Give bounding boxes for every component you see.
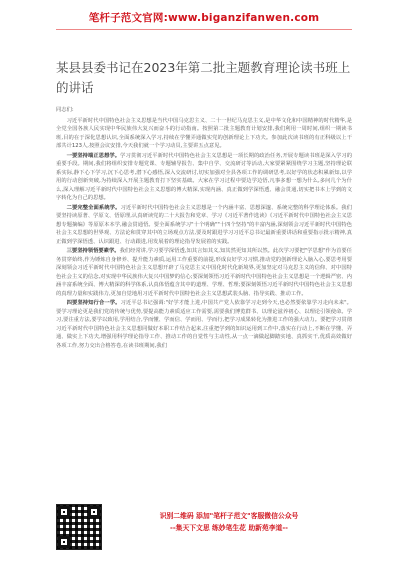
site-url: 笔杆子范文官网:www.biganzifanwen.com	[88, 12, 320, 24]
paragraph-1	[56, 152, 352, 203]
qr-finder-icon	[88, 506, 100, 518]
paragraph-lead: 二要完整全面系统学。	[66, 204, 121, 211]
site-header	[0, 4, 408, 32]
promo-line: --集天下文思 练妙笔生花 助新苑李道--	[170, 524, 288, 532]
greeting: 同志们:	[56, 107, 74, 113]
paragraph-lead: 三要坚持领悟要素学。	[66, 248, 120, 254]
document-title: 某县县委书记在2023年第二批主题教育理论读书班上的讲话	[56, 60, 351, 95]
qr-code-icon[interactable]	[56, 504, 102, 550]
paragraph-text: 我们经常讲,学习要学深悟透,知其言知其义,知其然更知其所以然。此次学习要把"学思想"作为首要任务贯穿始终,作为锤炼自身修养、提升能力素质,运用工作重要的前提,形成良好学习习惯,推动党的创新理论入脑入心,要思考用要深刻领会习近平新时代中国特色社会主义思想开辟了马克思主义中国化时代化新境界,更加坚定对马克思主义的信仰、对中国特色社会主义的信念,对实现中华民族伟大复兴中国梦的信心;要深刻领悟习近平新时代中国特色社会主义思想是一个逻辑严密、内涵丰富系统全面、博大精深的科学体系,认真体悟蕴含其中的道理、学理、哲理;要深刻领悟习近平新时代中国特色社会主义思想的真理力量和实践伟力,更加自觉地用习近平新时代中国特色社会主义思想武装头脑、指导实践、推动工作。	[56, 248, 352, 297]
footer	[56, 504, 352, 564]
paragraph-lead: 四要坚持知行合一学。	[66, 300, 121, 306]
header-divider	[56, 29, 352, 30]
paragraph-intro	[56, 117, 352, 151]
paragraph-text: 学习贯彻习近平新时代中国特色社会主义思想是一项长期的政治任务,开展专题读书班是深入学习的重要手段。期间,我们将组织安排专题党课、专题辅导报告、集中自学、交流研讨等活动,大家要紧紧围绕学习主题,坚持理论联系实际,静下心下学习,沉下心思考,潜下心感悟,深入交流研讨,切实加强对全县各项工作的调研思考,以好学的状态积累新知,以学用的行动创新突破,为持续深入开展主题教育打下坚实基础。大家在学习过程中要边学边悟,凡事多想一想为什么,多问几个为什么,深入理解习近平新时代中国特色社会主义思想的博大精深,实现内涵、真正做到学深悟透、融会贯通,切实把书本上学到的文字转化为自己的思想。	[56, 152, 352, 201]
qr-finder-icon	[58, 506, 70, 518]
promo-text	[114, 510, 344, 534]
paragraph-lead: 一要坚持端正思想学。	[66, 152, 121, 159]
paragraph-text: 习近平总书记强调:"好学才能上进,中国共产党人依靠学习走到今天,也必然要依靠学习走向未来"。要学习理论更是我们党的传统与优势,要提高能力素质适应工作需要,需要我们博览群书、以理论滋养初心、以理论引领使命。学习,要注重方法,要学以致用,学用结合,学而懂、学而信、学而用、学而行,把学习成果转化为推进工作的强大动力。要把学习贯彻习近平新时代中国特色社会主义思想同做好本职工作结合起来,注重把学到的知识运用到工作中,落实在行动上,不断在学懂、弄通、做实上下功夫,增强用科学理论指导工作、推动工作的自觉性与主动性,从一点一滴做起脚踏实地、真抓实干,优质高效做好各项工作,努力交出合格答卷,在读书班期间,我们	[56, 300, 352, 349]
paragraph-3	[56, 247, 352, 298]
promo-line: 识别二维码 添加"笔杆子范文"客服微信公众号	[159, 512, 299, 520]
paragraph-4	[56, 299, 352, 350]
paragraph-text: 习近平新时代中国特色社会主义思想是当代中国马克思主义、二十一世纪马克思主义,是中华文化和中国精神的时代精华,是全党全国各族人民实现中华民族伟大复兴而奋斗的行动指南。按照第二批主题教育计划安排,我们利用一周时间,组织一期读书班,目的在于深化思想认识,全面系统深入学习,持续在学懂弄通做实党的创新理论上下功夫。参加此次读书班的有正科级以上干部共计123人,按照会议安排,今天我们就一个学习动员,主要讲五点意见。	[56, 117, 352, 149]
paragraph-text: 习近平新时代中国特色社会主义思想是一个内涵丰富、思想深邃、系统完整的科学理论体系。我们要坚持读原著、学原文、悟原理,认真研读党的二十大报告和党章、学习《习近平著作选读》《习近平新时代中国特色社会主义思想专题摘编》等原原本本学,融会贯通悟。要全面系统学习"十个明确""十四个坚持"的丰富内涵,深刻领会习近平新时代中国特色社会主义思想的世界观、方法论和贯穿其中的立场观点方法,要及时跟进学习习近平总书记最新重要讲话和重要指示批示精神,真正做到学深悟透、认识跟进、行动跟进,用发展着的理论指导发展着的实践。	[56, 204, 352, 245]
paragraph-2	[56, 204, 352, 247]
document-body	[56, 58, 352, 351]
qr-finder-icon	[58, 536, 70, 548]
